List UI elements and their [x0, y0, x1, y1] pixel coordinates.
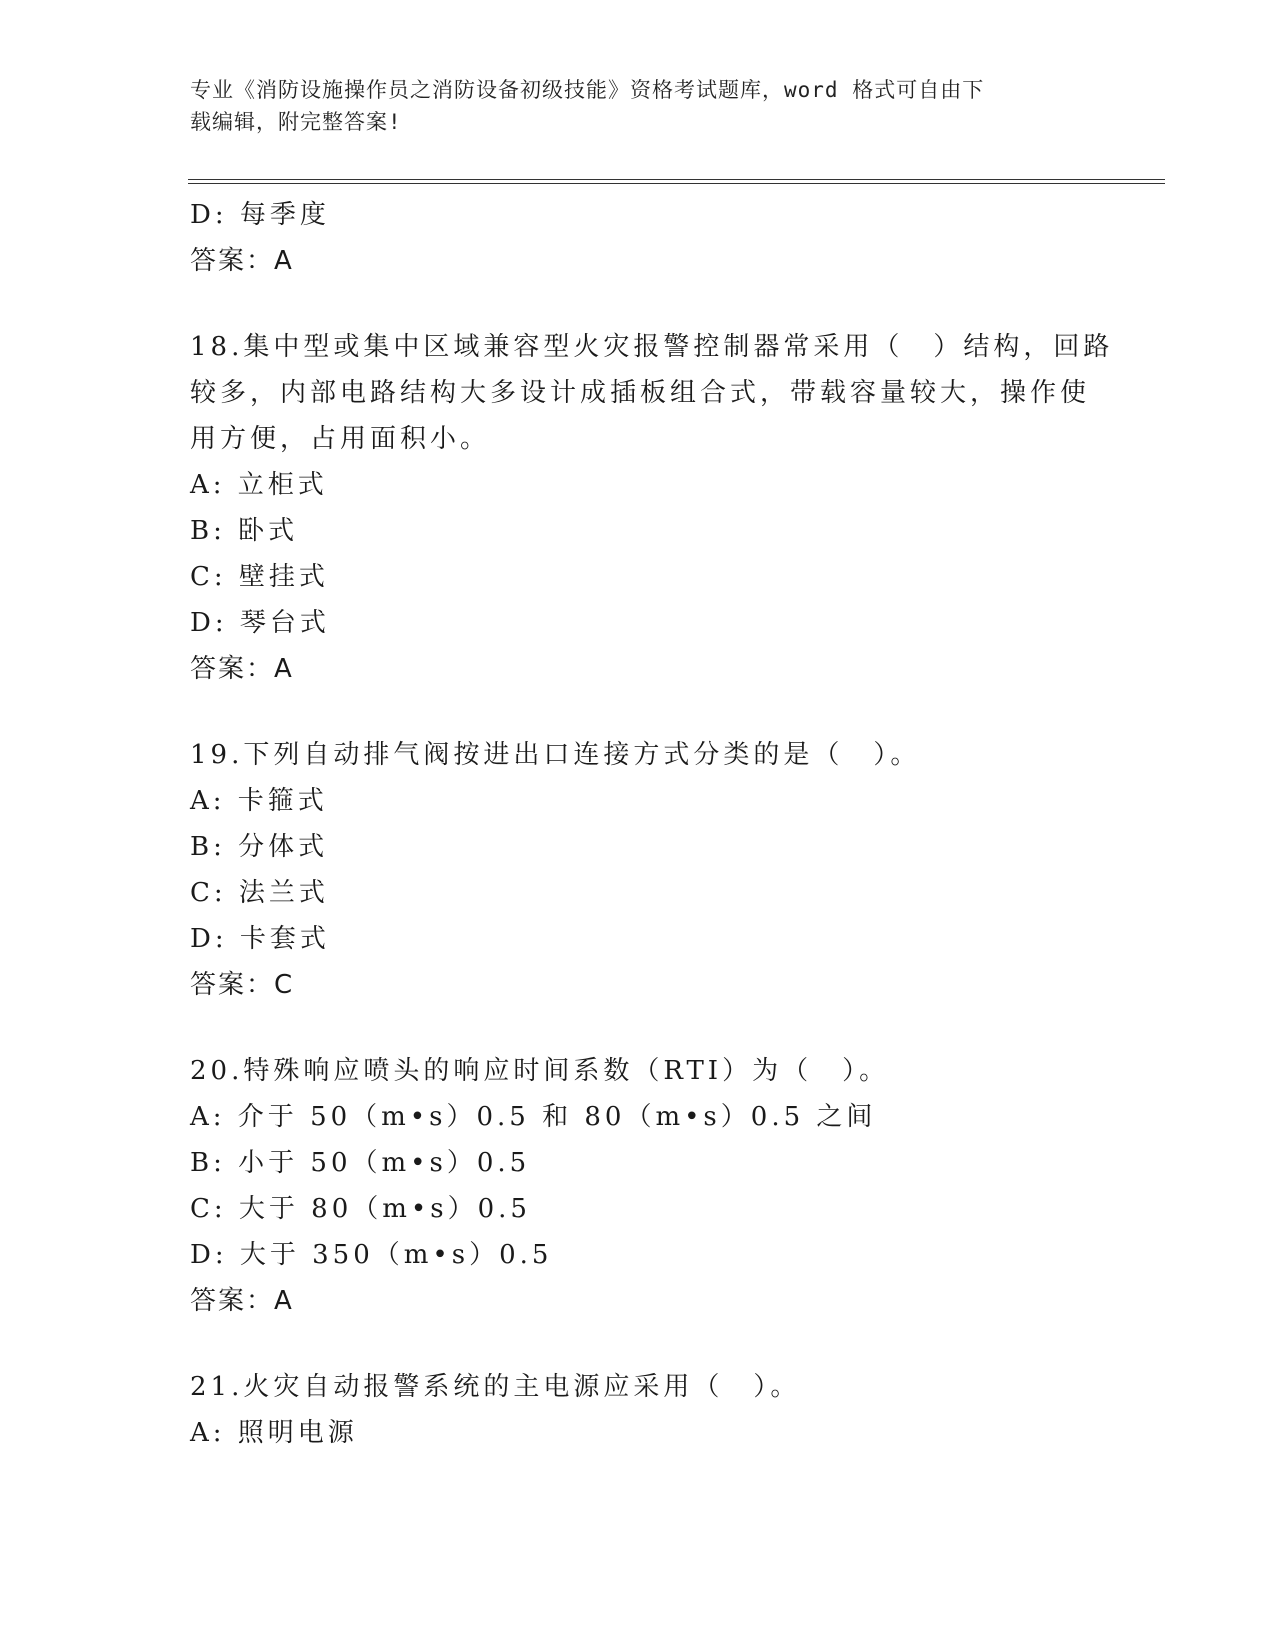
question-text: 18.集中型或集中区域兼容型火灾报警控制器常采用（ ）结构，回路: [190, 332, 1114, 362]
question-text: 20.特殊响应喷头的响应时间系数（RTI）为（ ）。: [190, 1056, 890, 1086]
option-c: C: 大于 80（m•s）0.5: [190, 1194, 531, 1224]
option-d: D: 大于 350（m•s）0.5: [190, 1240, 553, 1270]
option-b: B: 卧式: [190, 516, 299, 546]
option-d: D: 琴台式: [190, 608, 330, 638]
header-divider-top: [188, 179, 1165, 180]
answer-line: 答案：C: [190, 970, 295, 1000]
option-d: D: 每季度: [190, 200, 330, 230]
question-18: [190, 324, 1114, 692]
header-line-1: 专业《消防设施操作员之消防设备初级技能》资格考试题库，word 格式可自由下: [190, 78, 985, 102]
question-list: [190, 192, 1114, 1456]
answer-line: 答案：A: [190, 1286, 294, 1316]
option-c: C: 壁挂式: [190, 562, 329, 592]
question-20: [190, 1048, 1090, 1324]
answer-line: 答案：A: [190, 246, 294, 276]
option-b: B: 分体式: [190, 832, 329, 862]
question-19: [190, 732, 1090, 1008]
answer-line: 答案：A: [190, 654, 294, 684]
header-divider-bottom: [188, 183, 1165, 184]
option-a: A: 卡箍式: [190, 786, 328, 816]
header-line-2: 载编辑，附完整答案!: [190, 110, 402, 134]
question-text: 19.下列自动排气阀按进出口连接方式分类的是（ ）。: [190, 740, 921, 770]
option-d: D: 卡套式: [190, 924, 330, 954]
question-text: 21.火灾自动报警系统的主电源应采用（ ）。: [190, 1372, 801, 1402]
option-b: B: 小于 50（m•s）0.5: [190, 1148, 531, 1178]
page-header: [190, 74, 1070, 138]
option-c: C: 法兰式: [190, 878, 329, 908]
option-a: A: 立柜式: [190, 470, 328, 500]
option-a: A: 介于 50（m•s）0.5 和 80（m•s）0.5 之间: [190, 1102, 877, 1132]
question-text: 用方便，占用面积小。: [190, 424, 491, 454]
option-a: A: 照明电源: [190, 1418, 358, 1448]
previous-question-tail: [190, 192, 1090, 284]
question-21: [190, 1364, 1090, 1456]
question-text: 较多，内部电路结构大多设计成插板组合式，带载容量较大，操作使: [190, 378, 1091, 408]
